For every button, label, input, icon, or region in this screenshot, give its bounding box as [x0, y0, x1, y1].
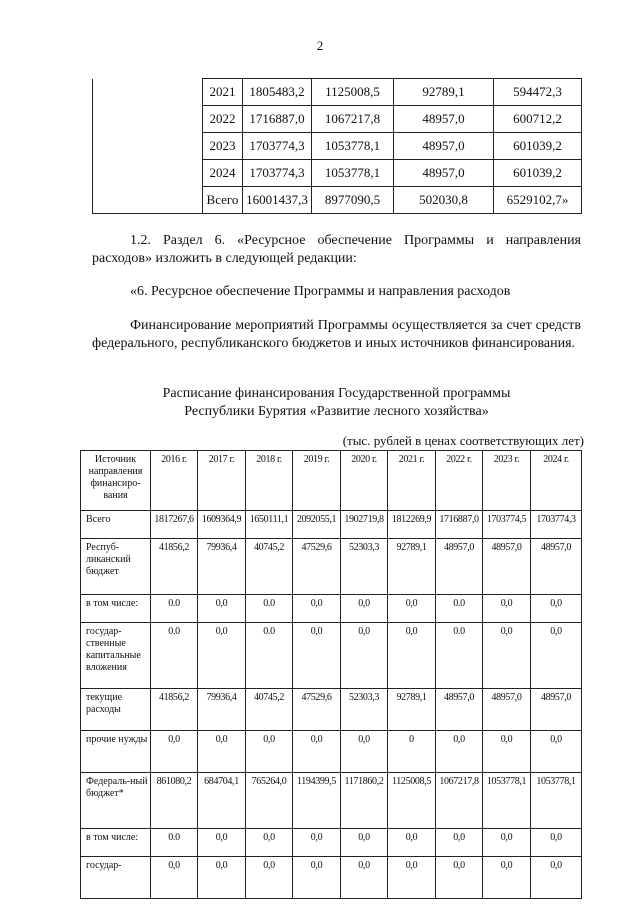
year-column-header: 2021 г. — [388, 451, 436, 511]
finance-value-cell: 1171860,2 — [341, 773, 388, 829]
summary-cell-year: Всего — [203, 187, 243, 214]
finance-value-cell: 0,0 — [293, 623, 341, 689]
section-heading: «6. Ресурсное обеспечение Программы и направления расходов — [130, 284, 511, 299]
finance-value-cell: 48957,0 — [436, 539, 483, 595]
finance-value-cell: 0,0 — [293, 731, 341, 773]
funding-summary-table — [92, 78, 582, 214]
finance-value-cell: 1125008,5 — [388, 773, 436, 829]
finance-value-cell: 0,0 — [436, 731, 483, 773]
finance-value-cell: 1650111,1 — [246, 511, 293, 539]
finance-value-cell: 0,0 — [293, 857, 341, 899]
summary-row — [93, 79, 582, 106]
finance-value-cell: 0,0 — [341, 731, 388, 773]
summary-cell-total: 1716887,0 — [243, 106, 312, 133]
finance-value-cell: 0,0 — [388, 623, 436, 689]
finance-value-cell: 0,0 — [483, 623, 531, 689]
finance-value-cell: 0,0 — [246, 829, 293, 857]
finance-value-cell: 0,0 — [531, 623, 582, 689]
summary-cell-other: 600712,2 — [494, 106, 582, 133]
summary-cell-total: 16001437,3 — [243, 187, 312, 214]
finance-value-cell: 48957,0 — [436, 689, 483, 731]
finance-row-label: текущие расходы — [81, 689, 151, 731]
finance-value-cell: 0,0 — [246, 731, 293, 773]
finance-row — [81, 539, 582, 595]
finance-value-cell: 0,0 — [293, 595, 341, 623]
finance-value-cell: 0,0 — [531, 731, 582, 773]
year-column-header: 2022 г. — [436, 451, 483, 511]
finance-value-cell: 0.0 — [151, 623, 198, 689]
finance-value-cell: 0,0 — [198, 623, 246, 689]
finance-value-cell: 1703774,5 — [483, 511, 531, 539]
finance-value-cell: 0,0 — [341, 829, 388, 857]
finance-value-cell: 0,0 — [531, 595, 582, 623]
finance-value-cell: 1194399,5 — [293, 773, 341, 829]
finance-row — [81, 731, 582, 773]
summary-cell-total: 1703774,3 — [243, 133, 312, 160]
finance-row — [81, 829, 582, 857]
summary-cell-federal: 8977090,5 — [312, 187, 394, 214]
finance-row-label: прочие нужды — [81, 731, 151, 773]
finance-value-cell: 1067217,8 — [436, 773, 483, 829]
finance-value-cell: 0,0 — [483, 731, 531, 773]
finance-value-cell: 0,0 — [198, 595, 246, 623]
finance-value-cell: 0.0 — [436, 595, 483, 623]
finance-row-label: Респуб-ликанский бюджет — [81, 539, 151, 595]
finance-value-cell: 0,0 — [198, 731, 246, 773]
finance-value-cell: 0,0 — [341, 623, 388, 689]
finance-value-cell: 41856,2 — [151, 539, 198, 595]
finance-value-cell: 41856,2 — [151, 689, 198, 731]
finance-value-cell: 861080,2 — [151, 773, 198, 829]
year-column-header: 2023 г. — [483, 451, 531, 511]
finance-value-cell: 0,0 — [483, 857, 531, 899]
year-column-header: 2020 г. — [341, 451, 388, 511]
finance-value-cell: 1053778,1 — [483, 773, 531, 829]
finance-value-cell: 0,0 — [198, 857, 246, 899]
finance-value-cell: 0,0 — [388, 595, 436, 623]
caption-line-1: Расписание финансирования Государственной программы — [162, 386, 511, 401]
finance-row — [81, 857, 582, 899]
finance-value-cell: 52303,3 — [341, 539, 388, 595]
finance-value-cell: 1609364,9 — [198, 511, 246, 539]
finance-value-cell: 92789,1 — [388, 689, 436, 731]
units-note: (тыс. рублей в ценах соответствующих лет) — [342, 433, 584, 448]
finance-value-cell: 0,0 — [531, 829, 582, 857]
finance-row — [81, 511, 582, 539]
finance-value-cell: 1902719,8 — [341, 511, 388, 539]
year-column-header: 2017 г. — [198, 451, 246, 511]
summary-cell-year: 2022 — [203, 106, 243, 133]
year-column-header: 2024 г. — [531, 451, 582, 511]
finance-value-cell: 48957,0 — [531, 689, 582, 731]
financing-paragraph: Финансирование мероприятий Программы осуществляется за счет средств федерального, республиканского бюджетов и иных источников финансирования. — [92, 318, 581, 351]
finance-value-cell: 92789,1 — [388, 539, 436, 595]
source-column-header: Источник направления финансиро-вания — [81, 451, 151, 511]
summary-cell-total: 1703774,3 — [243, 160, 312, 187]
finance-value-cell: 2092055,1 — [293, 511, 341, 539]
finance-row-label: в том числе: — [81, 595, 151, 623]
summary-cell-year: 2024 — [203, 160, 243, 187]
table-caption — [92, 385, 581, 421]
year-column-header: 2018 г. — [246, 451, 293, 511]
summary-label-cell — [93, 79, 203, 214]
finance-row — [81, 595, 582, 623]
finance-value-cell: 0.0 — [151, 595, 198, 623]
finance-row-label: в том числе: — [81, 829, 151, 857]
finance-value-cell: 0.0 — [436, 623, 483, 689]
finance-value-cell: 47529,6 — [293, 539, 341, 595]
finance-row-label: государ- — [81, 857, 151, 899]
finance-schedule-table — [80, 450, 582, 899]
summary-cell-other: 601039,2 — [494, 160, 582, 187]
summary-cell-federal: 1053778,1 — [312, 160, 394, 187]
summary-cell-other: 601039,2 — [494, 133, 582, 160]
finance-row-label: государ-ственные капитальные вложения — [81, 623, 151, 689]
page-number: 2 — [316, 38, 324, 53]
summary-cell-republican: 48957,0 — [394, 133, 494, 160]
summary-cell-other: 594472,3 — [494, 79, 582, 106]
finance-row — [81, 623, 582, 689]
finance-value-cell: 0,0 — [341, 857, 388, 899]
finance-value-cell: 0,0 — [436, 829, 483, 857]
finance-value-cell: 0,0 — [198, 829, 246, 857]
finance-value-cell: 1716887,0 — [436, 511, 483, 539]
summary-cell-republican: 502030,8 — [394, 187, 494, 214]
summary-cell-federal: 1125008,5 — [312, 79, 394, 106]
finance-value-cell: 0,0 — [151, 731, 198, 773]
finance-value-cell: 1812269,9 — [388, 511, 436, 539]
finance-value-cell: 79936,4 — [198, 689, 246, 731]
finance-value-cell: 1703774,3 — [531, 511, 582, 539]
finance-value-cell: 0,0 — [483, 595, 531, 623]
finance-value-cell: 0,0 — [436, 857, 483, 899]
finance-value-cell: 0.0 — [246, 595, 293, 623]
summary-cell-year: 2021 — [203, 79, 243, 106]
year-column-header: 2019 г. — [293, 451, 341, 511]
finance-value-cell: 0,0 — [388, 829, 436, 857]
finance-value-cell: 0 — [388, 731, 436, 773]
summary-cell-republican: 92789,1 — [394, 79, 494, 106]
finance-value-cell: 52303,3 — [341, 689, 388, 731]
summary-cell-federal: 1053778,1 — [312, 133, 394, 160]
finance-value-cell: 0,0 — [246, 857, 293, 899]
finance-value-cell: 79936,4 — [198, 539, 246, 595]
finance-value-cell: 0,0 — [531, 857, 582, 899]
finance-value-cell: 0,0 — [341, 595, 388, 623]
finance-value-cell: 48957,0 — [483, 689, 531, 731]
summary-cell-republican: 48957,0 — [394, 160, 494, 187]
section-amendment-paragraph: 1.2. Раздел 6. «Ресурсное обеспечение Программы и направления расходов» изложить в следующей редакции: — [92, 233, 581, 266]
finance-value-cell: 0,0 — [293, 829, 341, 857]
finance-value-cell: 40745,2 — [246, 539, 293, 595]
finance-value-cell: 0.0 — [246, 623, 293, 689]
finance-header-row — [81, 451, 582, 511]
summary-cell-federal: 1067217,8 — [312, 106, 394, 133]
summary-cell-republican: 48957,0 — [394, 106, 494, 133]
finance-value-cell: 48957,0 — [531, 539, 582, 595]
finance-value-cell: 47529,6 — [293, 689, 341, 731]
finance-row — [81, 773, 582, 829]
finance-value-cell: 1817267,6 — [151, 511, 198, 539]
finance-row-label: Федераль-ный бюджет* — [81, 773, 151, 829]
finance-value-cell: 765264,0 — [246, 773, 293, 829]
finance-value-cell: 0,0 — [483, 829, 531, 857]
finance-row — [81, 689, 582, 731]
finance-value-cell: 48957,0 — [483, 539, 531, 595]
summary-cell-other: 6529102,7» — [494, 187, 582, 214]
year-column-header: 2016 г. — [151, 451, 198, 511]
finance-value-cell: 0,0 — [388, 857, 436, 899]
finance-row-label: Всего — [81, 511, 151, 539]
finance-value-cell: 0.0 — [151, 829, 198, 857]
finance-value-cell: 0,0 — [151, 857, 198, 899]
summary-cell-total: 1805483,2 — [243, 79, 312, 106]
caption-line-2: Республики Бурятия «Развитие лесного хозяйства» — [184, 404, 489, 419]
finance-value-cell: 40745,2 — [246, 689, 293, 731]
summary-cell-year: 2023 — [203, 133, 243, 160]
finance-value-cell: 1053778,1 — [531, 773, 582, 829]
finance-value-cell: 684704,1 — [198, 773, 246, 829]
